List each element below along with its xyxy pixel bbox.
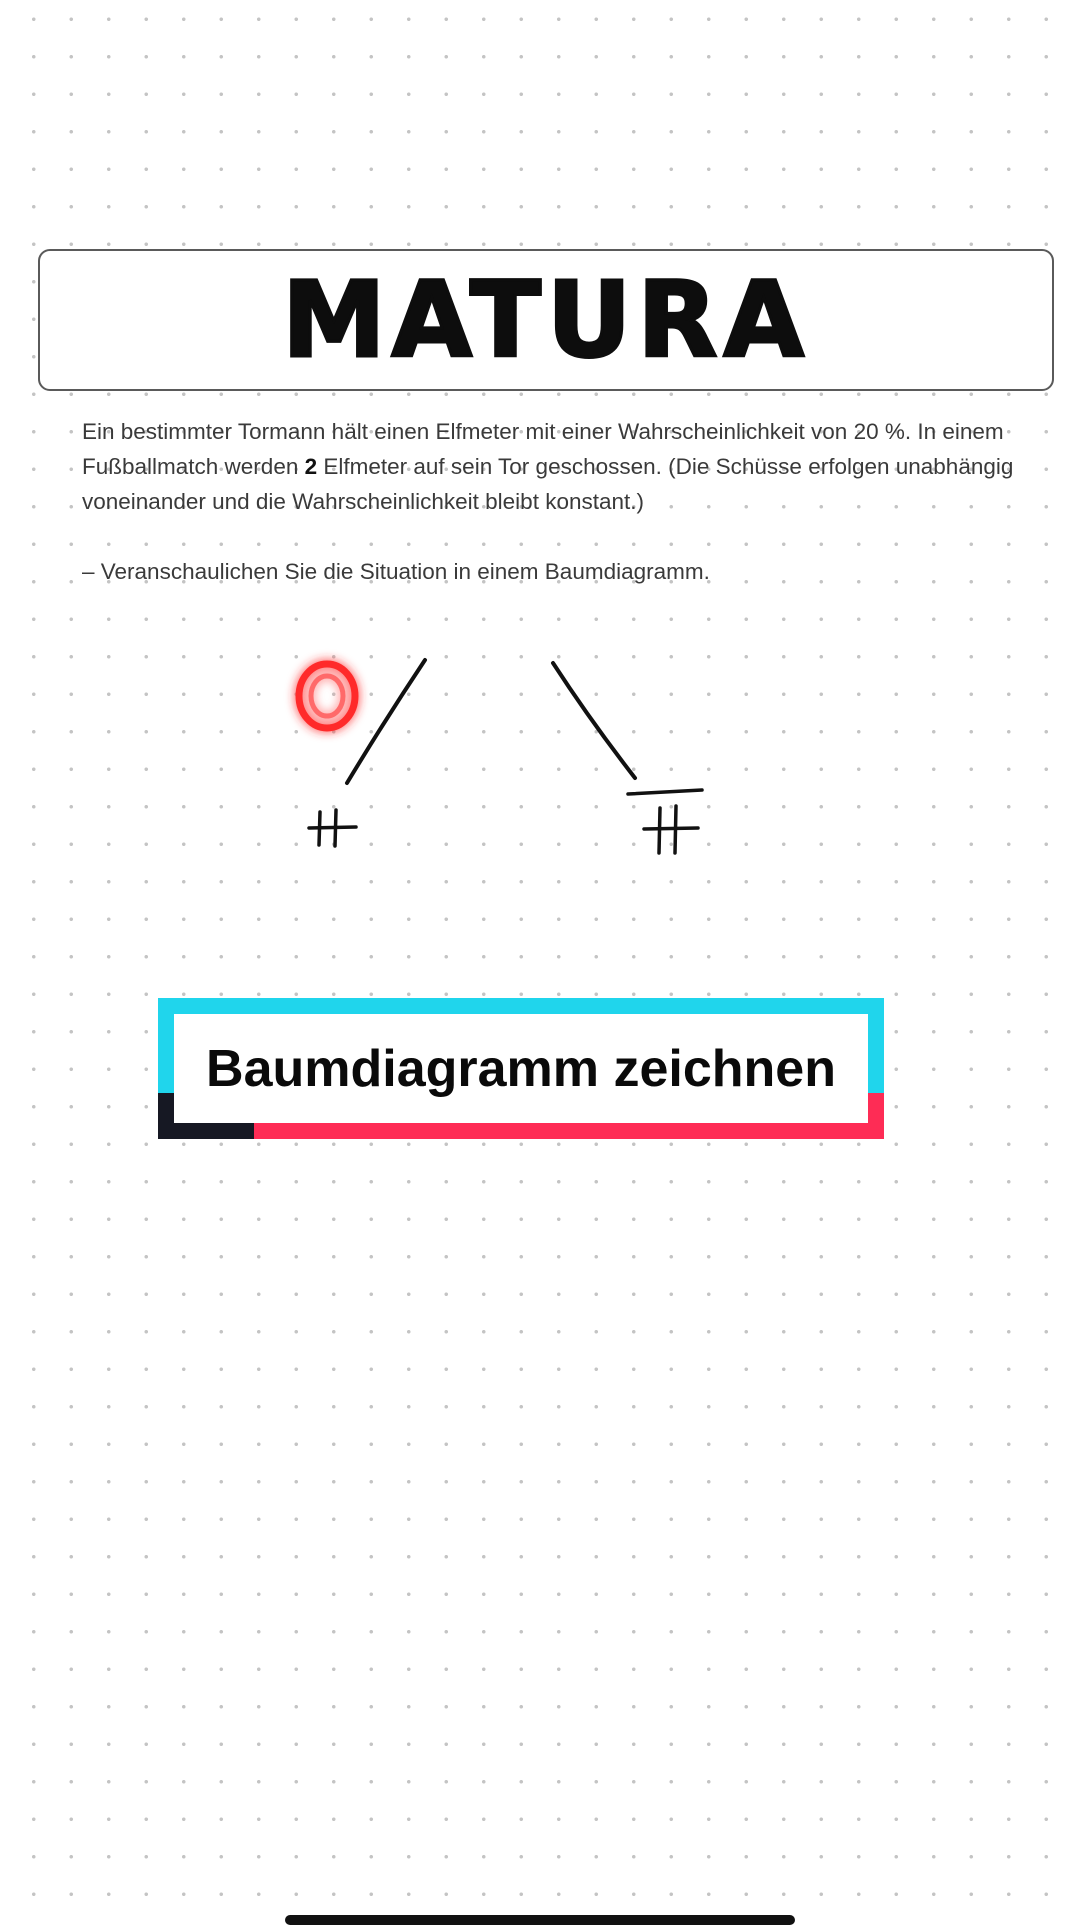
title-box xyxy=(38,249,1054,391)
problem-text-part2: Elfmeter auf sein Tor geschossen. (Die Schüsse erfolgen unabhängig voneinander und die Wahrscheinlichkeit bleibt konstant.) xyxy=(82,454,1014,514)
caption-text: Baumdiagramm zeichnen xyxy=(206,1039,836,1098)
left-branch-line xyxy=(347,660,425,783)
page-title: MATURA xyxy=(282,259,810,381)
left-branch-label: H xyxy=(332,844,334,846)
right-branch-label-h-bar xyxy=(628,790,702,853)
task-text: – Veranschaulichen Sie die Situation in einem Baumdiagramm. xyxy=(82,559,710,584)
right-branch-label: H̄ xyxy=(665,849,667,851)
problem-statement xyxy=(82,414,1042,589)
highlight-number: 2 xyxy=(304,454,318,479)
right-branch-line xyxy=(553,663,635,778)
pen-cursor-icon xyxy=(299,664,355,728)
left-branch-label-h xyxy=(309,810,356,846)
home-indicator[interactable] xyxy=(285,1915,795,1925)
problem-text-part1: Ein bestimmter Tormann hält einen Elfmeter mit einer Wahrscheinlichkeit von 20 %. In einem Fußballmatch werden xyxy=(82,419,1004,479)
problem-text xyxy=(82,414,1042,519)
caption-banner xyxy=(158,998,884,1139)
